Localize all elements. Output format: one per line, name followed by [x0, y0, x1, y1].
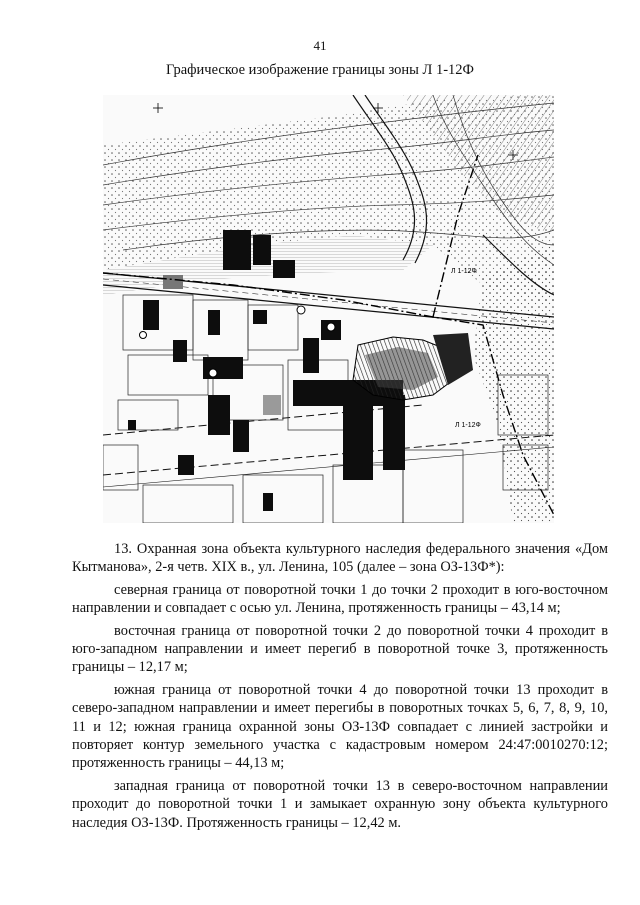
paragraph-north-boundary: северная граница от поворотной точки 1 до точки 2 проходит в юго-восточном направлении и совпадает с осью ул. Ленина, протяженность границы – 43,14 м;: [72, 581, 608, 617]
lower-street: [103, 405, 554, 487]
paragraph-south-boundary: южная граница от поворотной точки 4 до поворотной точки 13 проходит в северо-западном направлении и имеет перегибы в поворотных точках 5, 6, 7, 8, 9, 10, 11 и 12; южная граница охранной зоны ОЗ-13Ф совпадает с линией застройки и повторяет контур земельного участка с кадастровым номером 24:47:0010270:12; протяженность границы – 44,13 м;: [72, 681, 608, 772]
page-number: 41: [313, 38, 327, 53]
paragraph-east-boundary: восточная граница от поворотной точки 2 до поворотной точки 4 проходит в юго-западном направлении и имеет перегиб в поворотной точке 3, протяженность границы – 12,17 м;: [72, 622, 608, 676]
paragraph-intro: 13. Охранная зона объекта культурного наследия федерального значения «Дом Кытманова», 2-я четв. XIX в., ул. Ленина, 105 (далее – зона ОЗ-13Ф*):: [72, 541, 608, 576]
zone-map: [103, 95, 554, 523]
slope-area: [103, 95, 554, 523]
paragraph-west-boundary: западная граница от поворотной точки 13 в северо-восточном направлении проходит до поворотной точки 1 и замыкает охранную зону объекта культурного наследия ОЗ-13Ф. Протяженность границы – 12,42 м.: [72, 777, 608, 831]
protection-zone: [353, 333, 473, 400]
zone-label-north: Л 1-12Ф: [451, 268, 477, 275]
zone-description: [72, 540, 608, 832]
map-title: Графическое изображение границы зоны Л 1-12Ф: [166, 62, 474, 78]
zone-label-east: Л 1-12Ф: [455, 422, 481, 429]
zone-map-drawing: [103, 95, 554, 523]
